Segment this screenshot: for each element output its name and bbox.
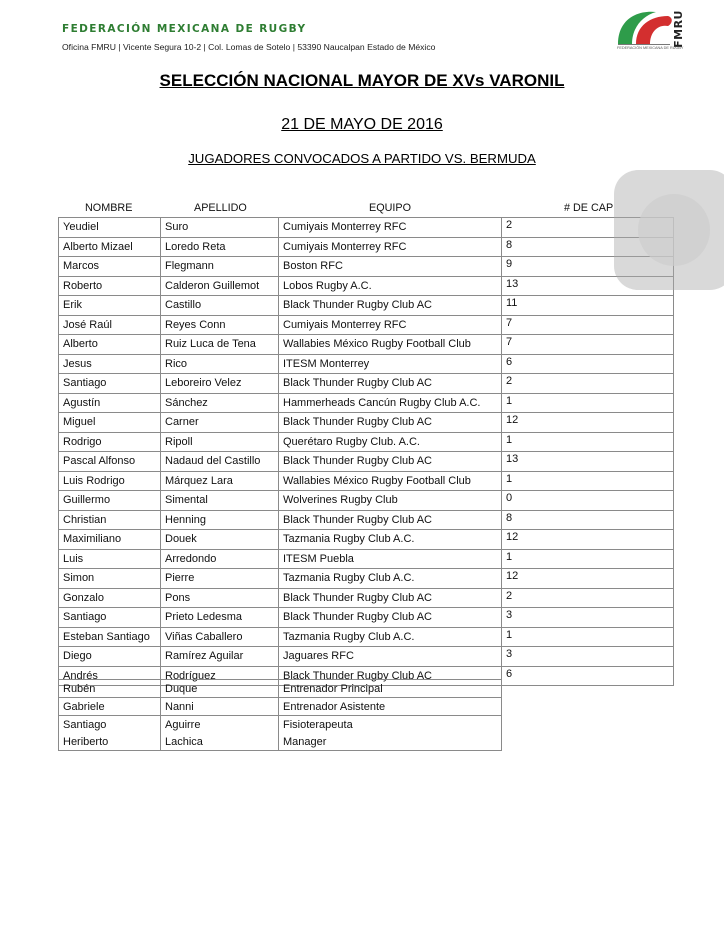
player-last-name: Simental (161, 491, 279, 511)
player-caps: 7 (502, 335, 674, 355)
staff-first-name: Heriberto (59, 733, 161, 751)
player-team: Boston RFC (279, 257, 502, 277)
player-caps: 3 (502, 608, 674, 628)
player-first-name: Alberto (59, 335, 161, 355)
column-header-nombre: NOMBRE (85, 202, 133, 214)
player-team: Black Thunder Rugby Club AC (279, 588, 502, 608)
player-last-name: Rico (161, 354, 279, 374)
staff-role: Entrenador Asistente (279, 698, 502, 716)
table-row (59, 218, 674, 238)
player-team: Black Thunder Rugby Club AC (279, 452, 502, 472)
player-caps: 1 (502, 393, 674, 413)
table-row (59, 588, 674, 608)
player-team: Wolverines Rugby Club (279, 491, 502, 511)
staff-role: Manager (279, 733, 502, 751)
player-first-name: Roberto (59, 276, 161, 296)
player-team: Black Thunder Rugby Club AC (279, 296, 502, 316)
player-caps: 2 (502, 218, 674, 238)
table-row (59, 716, 502, 734)
player-caps: 12 (502, 569, 674, 589)
player-last-name: Arredondo (161, 549, 279, 569)
org-address: Oficina FMRU | Vicente Segura 10-2 | Col. Lomas de Sotelo | 53390 Naucalpan Estado de México (62, 42, 436, 52)
player-caps: 2 (502, 588, 674, 608)
players-table-body (59, 218, 674, 686)
table-row (59, 608, 674, 628)
table-row (59, 413, 674, 433)
table-row (59, 257, 674, 277)
player-first-name: Simon (59, 569, 161, 589)
player-team: Cumiyais Monterrey RFC (279, 237, 502, 257)
staff-role: Entrenador Principal (279, 680, 502, 698)
player-last-name: Loredo Reta (161, 237, 279, 257)
player-first-name: Diego (59, 647, 161, 667)
player-team: Lobos Rugby A.C. (279, 276, 502, 296)
table-row (59, 393, 674, 413)
staff-role: Fisioterapeuta (279, 716, 502, 734)
table-row (59, 276, 674, 296)
player-last-name: Prieto Ledesma (161, 608, 279, 628)
player-caps: 0 (502, 491, 674, 511)
player-first-name: Erik (59, 296, 161, 316)
player-caps: 12 (502, 530, 674, 550)
player-first-name: Marcos (59, 257, 161, 277)
player-last-name: Rodríguez (161, 666, 279, 686)
player-caps: 1 (502, 471, 674, 491)
player-caps: 13 (502, 452, 674, 472)
staff-last-name: Nanni (161, 698, 279, 716)
player-caps: 3 (502, 647, 674, 667)
player-first-name: José Raúl (59, 315, 161, 335)
player-caps: 8 (502, 237, 674, 257)
player-team: ITESM Monterrey (279, 354, 502, 374)
table-row (59, 680, 502, 698)
player-team: Cumiyais Monterrey RFC (279, 315, 502, 335)
player-team: Black Thunder Rugby Club AC (279, 413, 502, 433)
player-last-name: Ruiz Luca de Tena (161, 335, 279, 355)
player-first-name: Guillermo (59, 491, 161, 511)
player-caps: 6 (502, 354, 674, 374)
player-first-name: Rodrigo (59, 432, 161, 452)
player-team: Wallabies México Rugby Football Club (279, 335, 502, 355)
player-first-name: Santiago (59, 374, 161, 394)
table-row (59, 452, 674, 472)
staff-last-name: Duque (161, 680, 279, 698)
player-caps: 1 (502, 627, 674, 647)
player-team: Hammerheads Cancún Rugby Club A.C. (279, 393, 502, 413)
player-first-name: Pascal Alfonso (59, 452, 161, 472)
table-row (59, 627, 674, 647)
player-caps: 8 (502, 510, 674, 530)
table-row (59, 698, 502, 716)
column-header-equipo: EQUIPO (369, 202, 411, 214)
table-row (59, 733, 502, 751)
staff-table (58, 679, 502, 751)
player-team: Jaguares RFC (279, 647, 502, 667)
staff-last-name: Aguirre (161, 716, 279, 734)
player-last-name: Sánchez (161, 393, 279, 413)
player-first-name: Santiago (59, 608, 161, 628)
player-team: Black Thunder Rugby Club AC (279, 374, 502, 394)
player-team: Querétaro Rugby Club. A.C. (279, 432, 502, 452)
player-caps: 9 (502, 257, 674, 277)
table-row (59, 530, 674, 550)
player-team: Black Thunder Rugby Club AC (279, 608, 502, 628)
staff-first-name: Rubén (59, 680, 161, 698)
player-caps: 11 (502, 296, 674, 316)
staff-table-body (59, 680, 502, 751)
table-row (59, 354, 674, 374)
player-first-name: Miguel (59, 413, 161, 433)
table-row (59, 335, 674, 355)
player-last-name: Calderon Guillemot (161, 276, 279, 296)
player-team: Tazmania Rugby Club A.C. (279, 569, 502, 589)
match-date: 21 DE MAYO DE 2016 (281, 116, 443, 133)
player-first-name: Esteban Santiago (59, 627, 161, 647)
player-team: Black Thunder Rugby Club AC (279, 510, 502, 530)
staff-first-name: Santiago (59, 716, 161, 734)
player-first-name: Christian (59, 510, 161, 530)
player-first-name: Andrés (59, 666, 161, 686)
players-table (58, 217, 674, 686)
player-team: ITESM Puebla (279, 549, 502, 569)
table-row (59, 237, 674, 257)
table-row (59, 374, 674, 394)
player-last-name: Pierre (161, 569, 279, 589)
player-first-name: Jesus (59, 354, 161, 374)
player-last-name: Castillo (161, 296, 279, 316)
player-last-name: Nadaud del Castillo (161, 452, 279, 472)
column-header-caps: # DE CAP (564, 202, 614, 214)
player-first-name: Luis Rodrigo (59, 471, 161, 491)
player-last-name: Suro (161, 218, 279, 238)
player-last-name: Pons (161, 588, 279, 608)
player-caps: 1 (502, 432, 674, 452)
table-row (59, 569, 674, 589)
player-team: Tazmania Rugby Club A.C. (279, 627, 502, 647)
table-row (59, 471, 674, 491)
player-team: Black Thunder Rugby Club AC (279, 666, 502, 686)
document-subtitle: JUGADORES CONVOCADOS A PARTIDO VS. BERMUDA (188, 151, 536, 166)
player-team: Wallabies México Rugby Football Club (279, 471, 502, 491)
player-first-name: Luis (59, 549, 161, 569)
player-last-name: Carner (161, 413, 279, 433)
player-caps: 7 (502, 315, 674, 335)
player-team: Tazmania Rugby Club A.C. (279, 530, 502, 550)
table-row (59, 510, 674, 530)
player-last-name: Ramírez Aguilar (161, 647, 279, 667)
player-caps: 2 (502, 374, 674, 394)
org-name: FEDERACIÓN MEXICANA DE RUGBY (62, 23, 307, 35)
player-last-name: Flegmann (161, 257, 279, 277)
document-title: SELECCIÓN NACIONAL MAYOR DE XVs VARONIL (159, 71, 565, 90)
player-first-name: Maximiliano (59, 530, 161, 550)
player-last-name: Douek (161, 530, 279, 550)
table-row (59, 491, 674, 511)
player-caps: 12 (502, 413, 674, 433)
player-last-name: Leboreiro Velez (161, 374, 279, 394)
table-row (59, 549, 674, 569)
player-caps: 13 (502, 276, 674, 296)
player-team: Cumiyais Monterrey RFC (279, 218, 502, 238)
player-last-name: Henning (161, 510, 279, 530)
player-first-name: Yeudiel (59, 218, 161, 238)
staff-last-name: Lachica (161, 733, 279, 751)
table-row (59, 315, 674, 335)
table-row (59, 432, 674, 452)
player-first-name: Gonzalo (59, 588, 161, 608)
player-last-name: Ripoll (161, 432, 279, 452)
player-caps: 1 (502, 549, 674, 569)
player-last-name: Reyes Conn (161, 315, 279, 335)
column-header-apellido: APELLIDO (194, 202, 247, 214)
staff-first-name: Gabriele (59, 698, 161, 716)
player-first-name: Alberto Mizael (59, 237, 161, 257)
table-row (59, 647, 674, 667)
assistive-touch-button[interactable] (614, 170, 724, 290)
table-row (59, 296, 674, 316)
player-last-name: Márquez Lara (161, 471, 279, 491)
player-caps: 6 (502, 666, 674, 686)
player-last-name: Viñas Caballero (161, 627, 279, 647)
logo-caption: FEDERACIÓN MEXICANA DE RUGBY (617, 46, 684, 50)
logo-text: FMRU (672, 10, 685, 48)
player-first-name: Agustín (59, 393, 161, 413)
